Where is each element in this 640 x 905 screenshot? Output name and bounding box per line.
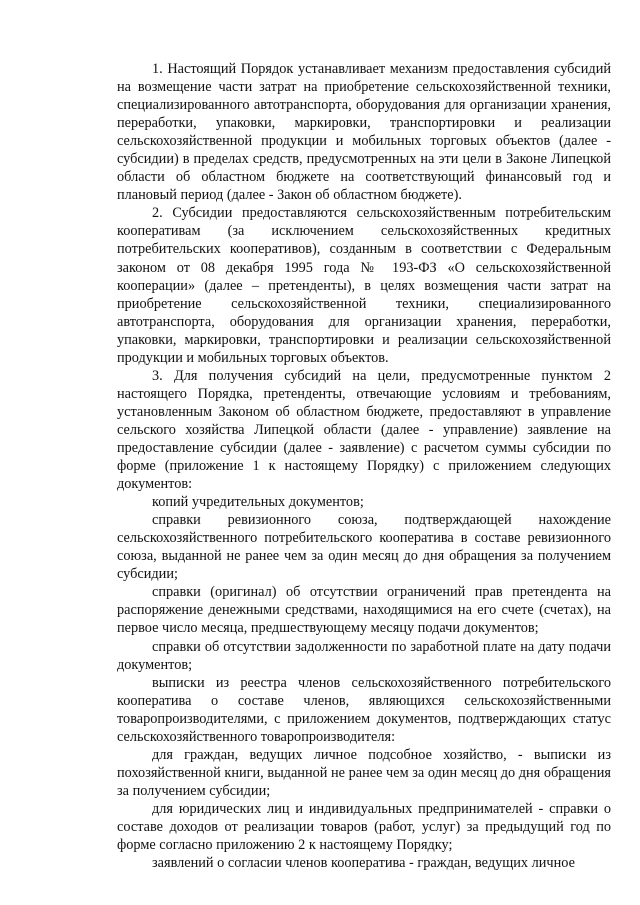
document-body [117, 60, 611, 872]
paragraph-3: 3. Для получения субсидий на цели, предусмотренные пунктом 2 настоящего Порядка, претенденты, отвечающие условиям и требованиям, установленным Законом об областном бюджете, предоставляют в управление сельского хозяйства Липецкой области (далее - управление) заявление на предоставление субсидии (далее - заявление) с расчетом суммы субсидии по форме (приложение 1 к настоящему Порядку) с приложением следующих документов: [117, 367, 611, 493]
list-item-audit-union-certificate: справки ревизионного союза, подтверждающей нахождение сельскохозяйственного потребительского кооператива в составе ревизионного союза, выданной не ранее чем за один месяц до дня обращения за получением субсидии; [117, 512, 611, 583]
list-item-founding-docs: копий учредительных документов; [152, 494, 364, 511]
list-item-member-consent: заявлений о согласии членов кооператива - граждан, ведущих личное [152, 855, 575, 872]
paragraph-2: 2. Субсидии предоставляются сельскохозяйственным потребительским кооперативам (за исключением сельскохозяйственных кредитных потребительских кооперативов), созданным в соответствии с Федеральным законом от 08 декабря 1995 года № 193-ФЗ «О сельскохозяйственной кооперации» (далее – претенденты), в целях возмещения части затрат на приобретение сельскохозяйственной техники, специализированного автотранспорта, оборудования для организации хранения, переработки, упаковки, маркировки, транспортировки и реализации сельскохозяйственной продукции и мобильных торговых объектов. [117, 205, 611, 366]
list-item-members-register-extract: выписки из реестра членов сельскохозяйственного потребительского кооператива о составе членов, являющихся сельскохозяйственными товаропроизводителями, с приложением документов, подтверждающих статус сельскохозяйственного товаропроизводителя: [117, 674, 611, 745]
paragraph-1: 1. Настоящий Порядок устанавливает механизм предоставления субсидий на возмещение части затрат на приобретение сельскохозяйственной техники, специализированного автотранспорта, оборудования для организации хранения, переработки, упаковки, маркировки, транспортировки и реализации сельскохозяйственной продукции и мобильных торговых объектов (далее - субсидии) в пределах средств, предусмотренных на эти цели в Законе Липецкой области об областном бюджете на соответствующий финансовый год и плановый период (далее - Закон об областном бюджете). [117, 61, 611, 204]
list-item-household-book-extract: для граждан, ведущих личное подсобное хозяйство, - выписки из похозяйственной книги, выданной не ранее чем за один месяц до дня обращения за получением субсидии; [117, 746, 611, 799]
list-item-salary-debt-certificate: справки об отсутствии задолженности по заработной плате на дату подачи документов; [117, 638, 611, 673]
list-item-income-certificate: для юридических лиц и индивидуальных предпринимателей - справки о составе доходов от реализации товаров (работ, услуг) за предыдущий год по форме согласно приложению 2 к настоящему Порядку; [117, 800, 611, 854]
list-item-funds-restriction-certificate: справки (оригинал) об отсутствии ограничений прав претендента на распоряжение денежными средствами, находящимися на его счете (счетах), на первое число месяца, предшествующему месяцу подачи документов; [117, 584, 611, 637]
